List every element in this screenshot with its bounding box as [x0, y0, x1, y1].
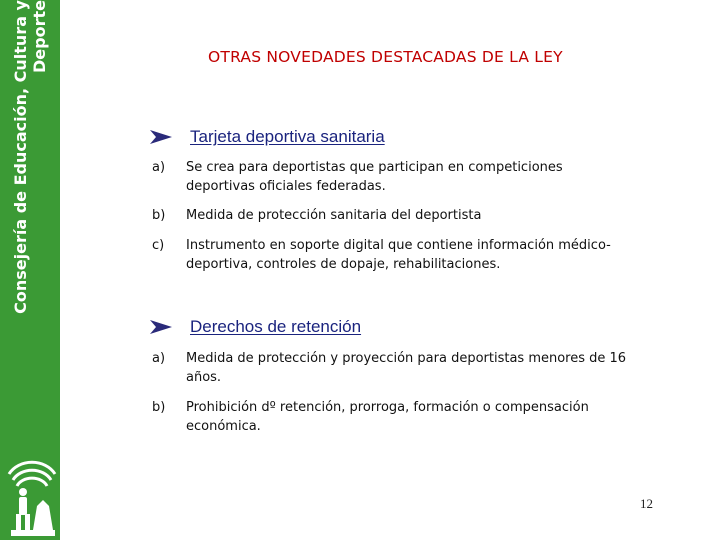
item-letter: b): [152, 400, 166, 415]
page-number: 12: [640, 496, 653, 511]
arrow-bullet-icon: [150, 130, 172, 144]
item-letter: a): [152, 351, 166, 366]
item-text: Prohibición dº retención, prorroga, formación o compensación económica.: [186, 400, 589, 434]
section-heading-tarjeta: [150, 126, 385, 148]
item-text: Se crea para deportistas que participan en competiciones deportivas oficiales federadas.: [186, 160, 563, 194]
item-letter: a): [152, 160, 166, 175]
junta-andalucia-logo-icon: [3, 444, 59, 540]
sidebar: [0, 0, 60, 540]
list-item: [152, 158, 632, 196]
sidebar-ministry-label: [0, 0, 60, 360]
section-title: Derechos de retención: [190, 317, 362, 336]
item-letter: c): [152, 238, 165, 253]
list-item: [152, 206, 632, 225]
section-heading-derechos: [150, 316, 361, 338]
arrow-bullet-icon: [150, 320, 172, 334]
list-item: [152, 398, 632, 436]
item-text: Medida de protección sanitaria del deportista: [186, 208, 482, 223]
list-item: [152, 236, 632, 274]
sidebar-line-1: Consejería de Educación, Cultura y: [11, 0, 30, 314]
sidebar-line-2: Deporte: [30, 0, 49, 73]
list-item: [152, 349, 632, 387]
page-title: OTRAS NOVEDADES DESTACADAS DE LA LEY: [208, 48, 563, 66]
section-title: Tarjeta deportiva sanitaria: [190, 127, 385, 146]
item-text: Instrumento en soporte digital que contiene información médico-deportiva, controles de dopaje, rehabilitaciones.: [186, 238, 611, 272]
item-letter: b): [152, 208, 166, 223]
item-text: Medida de protección y proyección para deportistas menores de 16 años.: [186, 351, 627, 385]
